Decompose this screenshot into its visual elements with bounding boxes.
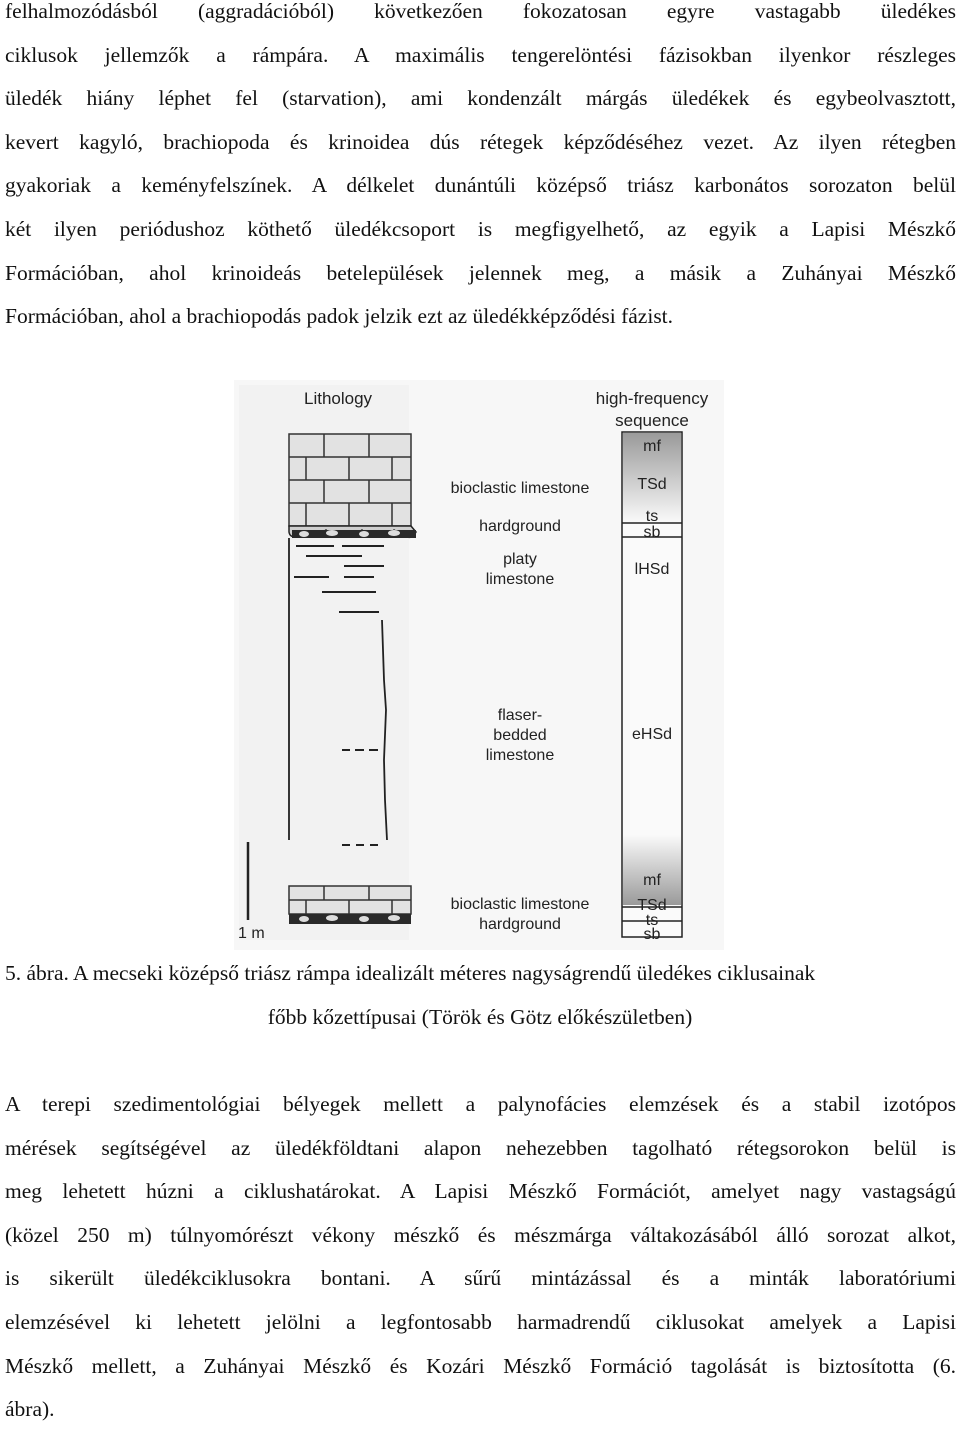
seq-ts-bottom: ts xyxy=(645,912,659,929)
seq-tsd-bottom: TSd xyxy=(637,897,667,914)
paragraph-line: ciklusok jellemzők a rámpára. A maximális tengerelöntési fázisokban ilyenkor részleges xyxy=(5,42,956,67)
bioclastic-limestone-top-block xyxy=(289,434,411,526)
seq-mf-bottom: mf xyxy=(643,872,661,889)
paragraph-line: Formációban, ahol a brachiopodás padok jelzik ezt az üledékképződési fázist. xyxy=(5,304,674,329)
paragraph-line: felhalmozódásból (aggradációból) következően fokozatosan egyre vastagabb üledékes xyxy=(5,0,956,23)
label-bioclastic-top: bioclastic limestone xyxy=(450,480,590,497)
paragraph-line: (közel 250 m) túlnyomórészt vékony mészkő és mészmárga váltakozásából álló sorozat alkot, xyxy=(5,1222,956,1247)
scale-label: 1 m xyxy=(238,925,265,942)
bioclastic-limestone-bottom-block xyxy=(289,886,411,914)
lithology-figure xyxy=(234,380,724,950)
paragraph-line: két ilyen periódushoz köthető üledékcsoport is megfigyelhető, az egyik a Lapisi Mészkő xyxy=(5,216,956,241)
paragraph-top xyxy=(5,0,956,339)
hardground-top-layer xyxy=(289,526,416,538)
paragraph-line: Formációban, ahol krinoideás betelepülések jelennek meg, a másik a Zuhányai Mészkő xyxy=(5,260,956,285)
sequence-header-line1: high-frequency xyxy=(595,389,709,408)
paragraph-line: mérések segítségével az üledékföldtani alapon nehezebben tagolható rétegsorokon belül is xyxy=(5,1135,956,1160)
hardground-bottom-layer xyxy=(289,914,411,924)
seq-ts-top: ts xyxy=(645,508,659,525)
caption-line-2: főbb kőzettípusai (Török és Götz előkészületben) xyxy=(267,1004,693,1029)
paragraph-line: gyakoriak a keményfelszínek. A délkelet dunántúli középső triász karbonátos sorozaton belül xyxy=(5,173,956,198)
seq-sb-top: sb xyxy=(643,524,661,541)
label-flaser-3: limestone xyxy=(485,747,555,764)
paragraph-line: meg lehetett húzni a ciklushatárokat. A Lapisi Mészkő Formációt, amelyet nagy vastagságú xyxy=(5,1179,956,1204)
seq-ihsd: lHSd xyxy=(634,561,670,578)
label-bioclastic-bottom: bioclastic limestone xyxy=(450,896,590,913)
caption-line-1: 5. ábra. A mecseki középső triász rámpa idealizált méteres nagyságrendű üledékes ciklusainak xyxy=(5,961,816,985)
label-flaser-1: flaser- xyxy=(497,707,543,724)
label-platy-2: limestone xyxy=(485,571,555,588)
label-hardground-bottom: hardground xyxy=(479,916,561,933)
paragraph-line: üledék hiány léphet fel (starvation), ami kondenzált márgás üledékek és egybeolvasztott, xyxy=(5,86,956,111)
seq-mf-top: mf xyxy=(643,438,661,455)
label-platy-1: platy xyxy=(503,551,537,568)
paragraph-line: elemzésével ki lehetett jelölni a legfontosabb harmadrendű ciklusokat amelyek a Lapisi xyxy=(5,1309,956,1334)
paragraph-line: A terepi szedimentológiai bélyegek mellett a palynofácies elemzések és a stabil izotópos xyxy=(5,1092,956,1116)
sequence-header-line2: sequence xyxy=(615,411,689,430)
paragraph-line: ábra). xyxy=(5,1397,55,1422)
label-hardground-top: hardground xyxy=(479,518,561,535)
paragraph-line: is sikerült üledékciklusokra bontani. A sűrű mintázással és a minták laboratóriumi xyxy=(5,1266,956,1291)
lithology-header: Lithology xyxy=(304,389,373,408)
seq-ehsd: eHSd xyxy=(631,726,673,743)
seq-sb-bottom: sb xyxy=(643,926,661,943)
paragraph-line: kevert kagyló, brachiopoda és krinoidea dús rétegek képződéséhez vezet. Az ilyen rétegben xyxy=(5,129,956,154)
label-flaser-2: bedded xyxy=(493,727,547,744)
seq-tsd-top: TSd xyxy=(637,476,667,493)
paragraph-bottom xyxy=(5,1083,956,1432)
paragraph-line: Mészkő mellett, a Zuhányai Mészkő és Kozári Mészkő Formáció tagolását is biztosította (6. xyxy=(5,1353,956,1378)
